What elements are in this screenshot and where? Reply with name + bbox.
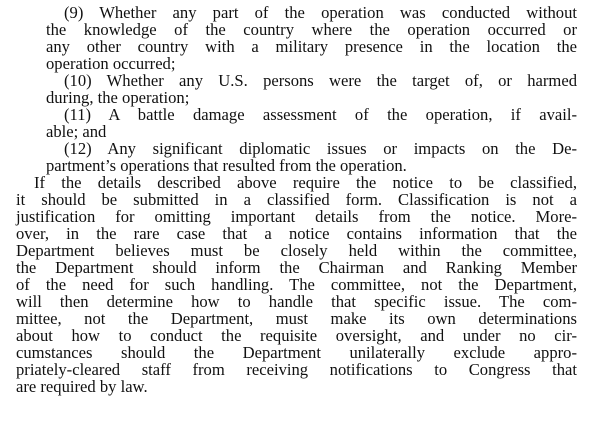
- paragraph-line-5: Department believes must be closely held within the committee,: [16, 241, 577, 260]
- list-item-9-line-1: (9) Whether any part of the operation was conducted without: [64, 3, 577, 22]
- paragraph-line-9: mittee, not the Department, must make its own determinations: [16, 309, 577, 328]
- list-item-12-line-1: (12) Any significant diplomatic issues or impacts on the De-: [64, 139, 577, 158]
- list-item-11-line-2: able; and: [46, 122, 107, 141]
- list-item-10-line-2: during, the operation;: [46, 88, 190, 107]
- paragraph-line-2: it should be submitted in a classified form. Classification is not a: [16, 190, 577, 209]
- paragraph-line-3: justification for omitting important details from the notice. More-: [16, 207, 577, 226]
- paragraph-line-8: will then determine how to handle that specific issue. The com-: [16, 292, 577, 311]
- paragraph-line-13: are required by law.: [16, 377, 148, 396]
- list-item-11-line-1: (11) A battle damage assessment of the operation, if avail-: [64, 105, 577, 124]
- list-item-10-line-1: (10) Whether any U.S. persons were the target of, or harmed: [64, 71, 577, 90]
- list-item-9-line-3: any other country with a military presence in the location the: [46, 37, 577, 56]
- paragraph-line-1: If the details described above require the notice to be classified,: [34, 173, 577, 192]
- list-item-9-line-2: the knowledge of the country where the operation occurred or: [46, 20, 577, 39]
- list-item-12-line-2: partment’s operations that resulted from the operation.: [46, 156, 407, 175]
- list-item-9-line-4: operation occurred;: [46, 54, 176, 73]
- paragraph-line-12: priately-cleared staff from receiving notifications to Congress that: [16, 360, 577, 379]
- paragraph-line-11: cumstances should the Department unilaterally exclude appro-: [16, 343, 577, 362]
- paragraph-line-7: of the need for such handling. The committee, not the Department,: [16, 275, 577, 294]
- paragraph-line-10: about how to conduct the requisite oversight, and under no cir-: [16, 326, 577, 345]
- paragraph-line-4: over, in the rare case that a notice contains information that the: [16, 224, 577, 243]
- paragraph-line-6: the Department should inform the Chairman and Ranking Member: [16, 258, 577, 277]
